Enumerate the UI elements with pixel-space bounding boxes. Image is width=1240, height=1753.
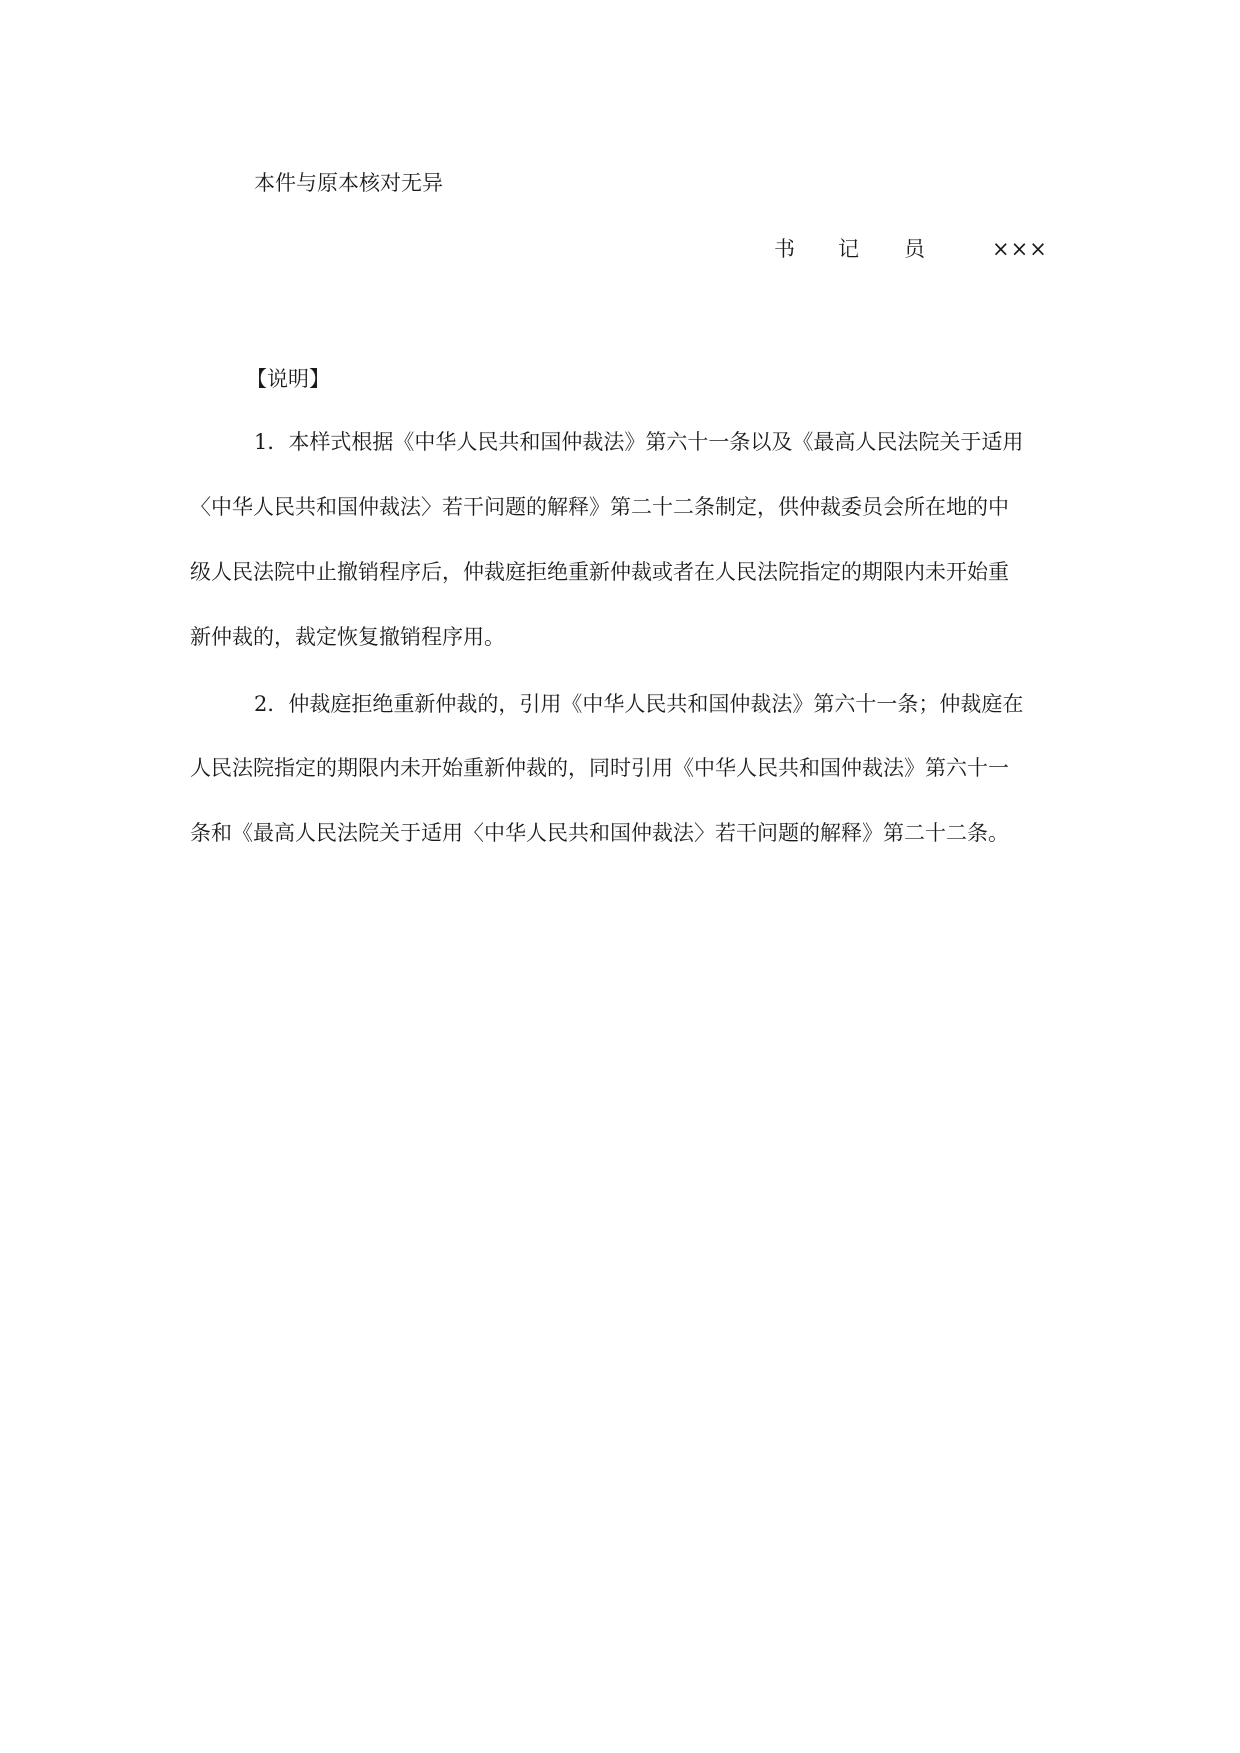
clerk-title-char-2: 记	[838, 237, 859, 261]
note1-line-1: 1．本样式根据《中华人民共和国仲裁法》第六十一条以及《最高人民法院关于适用	[254, 430, 1024, 454]
note2-line-2: 人民法院指定的期限内未开始重新仲裁的，同时引用《中华人民共和国仲裁法》第六十一	[190, 756, 1009, 780]
certification-statement: 本件与原本核对无异	[254, 171, 443, 195]
clerk-title-char-3: 员	[904, 237, 925, 261]
clerk-title-char-1: 书	[774, 237, 795, 261]
note1-line-4: 新仲裁的，裁定恢复撤销程序用。	[190, 625, 505, 649]
notes-heading: 【说明】	[246, 367, 330, 391]
note2-line-3: 条和《最高人民法院关于适用〈中华人民共和国仲裁法〉若干问题的解释》第二十二条。	[190, 821, 1009, 845]
clerk-name: ×××	[992, 237, 1048, 261]
note2-line-1: 2．仲裁庭拒绝重新仲裁的，引用《中华人民共和国仲裁法》第六十一条；仲裁庭在	[254, 692, 1024, 716]
clerk-signature	[774, 234, 1060, 264]
note1-line-3: 级人民法院中止撤销程序后，仲裁庭拒绝重新仲裁或者在人民法院指定的期限内未开始重	[190, 560, 1009, 584]
note1-line-2: 〈中华人民共和国仲裁法〉若干问题的解释》第二十二条制定，供仲裁委员会所在地的中	[190, 495, 1009, 519]
